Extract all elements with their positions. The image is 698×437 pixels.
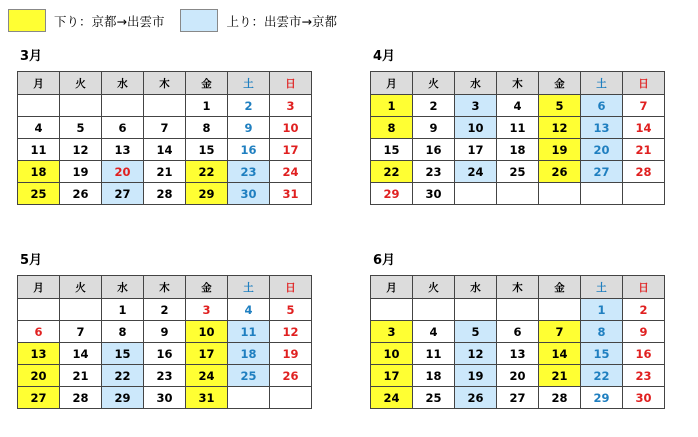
day-cell: 24: [186, 365, 228, 387]
day-cell: 10: [270, 117, 312, 139]
day-cell: 8: [102, 321, 144, 343]
day-cell: 16: [623, 343, 665, 365]
empty-day-cell: [18, 95, 60, 117]
day-cell: 9: [228, 117, 270, 139]
day-cell: 1: [371, 95, 413, 117]
day-cell: 3: [186, 299, 228, 321]
day-cell: 2: [228, 95, 270, 117]
empty-day-cell: [581, 183, 623, 205]
up-label: 上り：出雲市→京都: [226, 13, 337, 29]
day-cell: 19: [539, 139, 581, 161]
day-cell: 26: [455, 387, 497, 409]
day-cell: 21: [623, 139, 665, 161]
week-row: [18, 387, 312, 409]
day-cell: 20: [102, 161, 144, 183]
week-row: [18, 183, 312, 205]
day-cell: 20: [497, 365, 539, 387]
down-label: 下り：京都→出雲市: [54, 13, 165, 29]
week-row: [371, 343, 665, 365]
legend: [8, 9, 353, 32]
weekday-header: 金: [186, 72, 228, 95]
day-cell: 11: [228, 321, 270, 343]
day-cell: 26: [539, 161, 581, 183]
weekday-header: 日: [623, 276, 665, 299]
day-cell: 5: [60, 117, 102, 139]
empty-day-cell: [539, 299, 581, 321]
day-cell: 21: [539, 365, 581, 387]
day-cell: 15: [581, 343, 623, 365]
weekday-header: 土: [228, 276, 270, 299]
day-cell: 14: [623, 117, 665, 139]
month-title: 6月: [373, 253, 396, 268]
day-cell: 22: [186, 161, 228, 183]
down-swatch: [8, 9, 46, 32]
day-cell: 23: [413, 161, 455, 183]
empty-day-cell: [228, 387, 270, 409]
day-cell: 7: [539, 321, 581, 343]
calendar-table: [17, 71, 312, 205]
day-cell: 30: [228, 183, 270, 205]
day-cell: 1: [186, 95, 228, 117]
month-title: 5月: [20, 253, 43, 268]
day-cell: 28: [539, 387, 581, 409]
weekday-header: 水: [102, 72, 144, 95]
day-cell: 14: [539, 343, 581, 365]
weekday-header: 木: [497, 276, 539, 299]
month-title: 4月: [373, 49, 396, 64]
day-cell: 18: [413, 365, 455, 387]
week-row: [371, 117, 665, 139]
week-row: [18, 117, 312, 139]
day-cell: 15: [186, 139, 228, 161]
day-cell: 6: [18, 321, 60, 343]
empty-day-cell: [60, 299, 102, 321]
weekday-header-row: [18, 276, 312, 299]
week-row: [18, 321, 312, 343]
day-cell: 29: [102, 387, 144, 409]
day-cell: 13: [102, 139, 144, 161]
day-cell: 30: [623, 387, 665, 409]
week-row: [371, 365, 665, 387]
day-cell: 12: [60, 139, 102, 161]
week-row: [371, 139, 665, 161]
empty-day-cell: [413, 299, 455, 321]
day-cell: 4: [413, 321, 455, 343]
weekday-header: 金: [539, 72, 581, 95]
day-cell: 10: [186, 321, 228, 343]
up-swatch: [180, 9, 218, 32]
day-cell: 27: [18, 387, 60, 409]
day-cell: 22: [581, 365, 623, 387]
day-cell: 12: [455, 343, 497, 365]
day-cell: 19: [60, 161, 102, 183]
week-row: [371, 387, 665, 409]
day-cell: 22: [371, 161, 413, 183]
week-row: [18, 299, 312, 321]
day-cell: 22: [102, 365, 144, 387]
day-cell: 11: [18, 139, 60, 161]
day-cell: 9: [413, 117, 455, 139]
empty-day-cell: [144, 95, 186, 117]
day-cell: 27: [102, 183, 144, 205]
empty-day-cell: [102, 95, 144, 117]
day-cell: 2: [144, 299, 186, 321]
day-cell: 31: [270, 183, 312, 205]
weekday-header: 木: [144, 276, 186, 299]
empty-day-cell: [497, 299, 539, 321]
day-cell: 14: [60, 343, 102, 365]
day-cell: 4: [18, 117, 60, 139]
day-cell: 10: [371, 343, 413, 365]
day-cell: 5: [455, 321, 497, 343]
legend-item-up: [180, 9, 336, 32]
empty-day-cell: [497, 183, 539, 205]
month-calendar-june: [370, 252, 665, 409]
day-cell: 18: [497, 139, 539, 161]
calendar-table: [17, 275, 312, 409]
day-cell: 17: [455, 139, 497, 161]
calendar-table: [370, 275, 665, 409]
day-cell: 8: [186, 117, 228, 139]
day-cell: 16: [144, 343, 186, 365]
day-cell: 5: [270, 299, 312, 321]
weekday-header-row: [371, 72, 665, 95]
day-cell: 19: [455, 365, 497, 387]
week-row: [18, 343, 312, 365]
empty-day-cell: [539, 183, 581, 205]
day-cell: 6: [102, 117, 144, 139]
day-cell: 30: [144, 387, 186, 409]
day-cell: 7: [623, 95, 665, 117]
empty-day-cell: [371, 299, 413, 321]
week-row: [18, 95, 312, 117]
day-cell: 25: [413, 387, 455, 409]
day-cell: 6: [497, 321, 539, 343]
weekday-header: 月: [371, 276, 413, 299]
day-cell: 16: [228, 139, 270, 161]
day-cell: 24: [371, 387, 413, 409]
day-cell: 2: [623, 299, 665, 321]
weekday-header-row: [18, 72, 312, 95]
day-cell: 7: [60, 321, 102, 343]
weekday-header-row: [371, 276, 665, 299]
empty-day-cell: [623, 183, 665, 205]
day-cell: 25: [497, 161, 539, 183]
day-cell: 26: [60, 183, 102, 205]
day-cell: 20: [581, 139, 623, 161]
day-cell: 17: [186, 343, 228, 365]
day-cell: 17: [270, 139, 312, 161]
weekday-header: 木: [497, 72, 539, 95]
day-cell: 13: [18, 343, 60, 365]
empty-day-cell: [455, 183, 497, 205]
week-row: [18, 161, 312, 183]
day-cell: 31: [186, 387, 228, 409]
day-cell: 3: [371, 321, 413, 343]
day-cell: 13: [497, 343, 539, 365]
empty-day-cell: [60, 95, 102, 117]
day-cell: 15: [371, 139, 413, 161]
day-cell: 18: [228, 343, 270, 365]
empty-day-cell: [270, 387, 312, 409]
day-cell: 29: [581, 387, 623, 409]
day-cell: 1: [102, 299, 144, 321]
weekday-header: 日: [270, 72, 312, 95]
weekday-header: 火: [60, 72, 102, 95]
weekday-header: 火: [60, 276, 102, 299]
weekday-header: 火: [413, 72, 455, 95]
day-cell: 23: [623, 365, 665, 387]
weekday-header: 水: [455, 72, 497, 95]
day-cell: 15: [102, 343, 144, 365]
day-cell: 6: [581, 95, 623, 117]
day-cell: 26: [270, 365, 312, 387]
weekday-header: 金: [539, 276, 581, 299]
day-cell: 24: [270, 161, 312, 183]
day-cell: 28: [60, 387, 102, 409]
day-cell: 2: [413, 95, 455, 117]
day-cell: 29: [371, 183, 413, 205]
day-cell: 12: [539, 117, 581, 139]
day-cell: 8: [581, 321, 623, 343]
day-cell: 23: [144, 365, 186, 387]
weekday-header: 日: [270, 276, 312, 299]
weekday-header: 水: [455, 276, 497, 299]
legend-item-down: [8, 9, 164, 32]
day-cell: 18: [18, 161, 60, 183]
day-cell: 25: [228, 365, 270, 387]
day-cell: 5: [539, 95, 581, 117]
day-cell: 3: [455, 95, 497, 117]
day-cell: 4: [228, 299, 270, 321]
week-row: [371, 321, 665, 343]
day-cell: 1: [581, 299, 623, 321]
weekday-header: 日: [623, 72, 665, 95]
day-cell: 9: [623, 321, 665, 343]
week-row: [371, 161, 665, 183]
month-title: 3月: [20, 49, 43, 64]
week-row: [371, 95, 665, 117]
weekday-header: 火: [413, 276, 455, 299]
day-cell: 20: [18, 365, 60, 387]
day-cell: 27: [581, 161, 623, 183]
week-row: [371, 299, 665, 321]
day-cell: 21: [144, 161, 186, 183]
weekday-header: 土: [581, 276, 623, 299]
day-cell: 10: [455, 117, 497, 139]
empty-day-cell: [455, 299, 497, 321]
calendar-table: [370, 71, 665, 205]
day-cell: 8: [371, 117, 413, 139]
day-cell: 29: [186, 183, 228, 205]
day-cell: 24: [455, 161, 497, 183]
weekday-header: 土: [228, 72, 270, 95]
weekday-header: 水: [102, 276, 144, 299]
day-cell: 25: [18, 183, 60, 205]
day-cell: 7: [144, 117, 186, 139]
month-calendar-may: [17, 252, 312, 409]
day-cell: 13: [581, 117, 623, 139]
weekday-header: 金: [186, 276, 228, 299]
month-calendar-april: [370, 48, 665, 205]
weekday-header: 土: [581, 72, 623, 95]
day-cell: 14: [144, 139, 186, 161]
day-cell: 21: [60, 365, 102, 387]
week-row: [18, 139, 312, 161]
empty-day-cell: [18, 299, 60, 321]
month-calendar-march: [17, 48, 312, 205]
weekday-header: 月: [371, 72, 413, 95]
day-cell: 27: [497, 387, 539, 409]
day-cell: 28: [144, 183, 186, 205]
day-cell: 12: [270, 321, 312, 343]
weekday-header: 月: [18, 276, 60, 299]
day-cell: 23: [228, 161, 270, 183]
weekday-header: 月: [18, 72, 60, 95]
day-cell: 9: [144, 321, 186, 343]
day-cell: 28: [623, 161, 665, 183]
day-cell: 30: [413, 183, 455, 205]
weekday-header: 木: [144, 72, 186, 95]
day-cell: 11: [497, 117, 539, 139]
day-cell: 4: [497, 95, 539, 117]
day-cell: 19: [270, 343, 312, 365]
day-cell: 17: [371, 365, 413, 387]
week-row: [18, 365, 312, 387]
week-row: [371, 183, 665, 205]
day-cell: 16: [413, 139, 455, 161]
day-cell: 11: [413, 343, 455, 365]
day-cell: 3: [270, 95, 312, 117]
